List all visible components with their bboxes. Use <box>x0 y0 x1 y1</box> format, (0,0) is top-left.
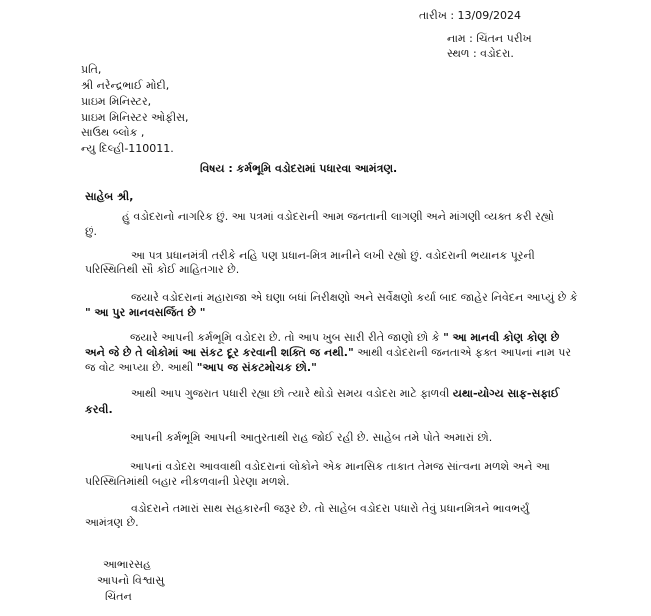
paragraph-5-bold: યથા-યોગ્ય સાફ-સફાઈ <box>452 387 560 400</box>
recipient-block: સાઉથ બ્લોક , <box>81 126 145 139</box>
paragraph-4-line-2 <box>85 346 571 360</box>
recipient-office: પ્રાઇમ મિનિસ્ટર ઓફીસ, <box>81 111 189 124</box>
recipient-title: પ્રાઇમ મિનિસ્ટર, <box>81 95 152 108</box>
closing-yours: આપનો વિશ્વાસુ <box>97 574 165 587</box>
salutation: સાહેબ શ્રી, <box>85 190 134 203</box>
paragraph-1-line-1: હું વડોદરાનો નાગરિક છું. આ પત્રમાં વડોદરાની આમ જનતાની લાગણી અને માંગણી વ્યક્ત કરી રહ્યો <box>122 210 554 223</box>
paragraph-8-line-1: વડોદરાને તમારાં સાથ સહકારની જરૂર છે. તો સાહેબ વડોદરા પધારો તેવું પ્રધાનમિત્રને ભાવભર્યું <box>131 502 530 515</box>
paragraph-4-bold-b: અને જે છે તે લોકોમાં આ સંકટ દૂર કરવાની શક્તિ જ નથી." <box>85 346 354 359</box>
maharaja-quote: " આ પુર માનવસર્જિત છે " <box>85 306 206 319</box>
closing-thanks: આભારસહ <box>103 558 151 571</box>
paragraph-7-line-1: આપનાં વડોદરા આવવાથી વડોદરાનાં લોકોને એક માનસિક તાકાત તેમજ સાંત્વના મળશે અને આ <box>130 460 550 473</box>
paragraph-5-text-a: આથી આપ ગુજરાત પધારી રહ્યા છો ત્યારે થોડો સમય વડોદરા માટે ફાળવી <box>131 387 453 400</box>
recipient-name: શ્રી નરેન્દ્રભાઈ મોદી, <box>81 79 170 92</box>
subject-line: વિષય : કર્મભૂમિ વડોદરામાં પધારવા આમંત્રણ. <box>200 162 398 175</box>
recipient-prati: પ્રતિ, <box>81 63 102 76</box>
paragraph-5-line-2: કરવી. <box>85 403 113 416</box>
sender-name: નામ : ચિંતન પરીખ <box>447 32 532 45</box>
paragraph-3-line-1: જયારે વડોદરાનાં મહારાજા એ ઘણા બધાં નિરીક્ષણો અને સર્વેક્ષણો કર્યા બાદ જાહેર નિવેદન આપ્યું છે કે <box>131 291 578 304</box>
paragraph-4-text-c: જ વોટ આપ્યા છે. આથી <box>85 361 197 374</box>
sender-place: સ્થળ : વડોદરા. <box>447 47 514 60</box>
paragraph-4-line-3 <box>85 361 317 375</box>
paragraph-4-text-a: જયારે આપની કર્મભૂમિ વડોદરા છે. તો આપ ખુબ સારી રીતે જાણો છો કે <box>130 331 440 344</box>
recipient-city: ન્યુ દિલ્હી-110011. <box>81 142 174 155</box>
paragraph-7-line-2: પરિસ્થિતિમાંથી બહાર નીકળવાની પ્રેરણા મળશે. <box>85 475 290 488</box>
paragraph-4-text-b: આથી વડોદરાની જનતાએ ફક્ત આપનાં નામ પર <box>353 346 572 359</box>
paragraph-8-line-2: આમંત્રણ છે. <box>85 516 139 529</box>
paragraph-1-line-2: છું. <box>85 225 97 238</box>
signature-name: ચિંતન <box>105 590 132 603</box>
paragraph-5-line-1 <box>131 387 559 401</box>
paragraph-4-line-1 <box>130 331 559 345</box>
paragraph-4-bold-a: " આ માનવી કોણ કોણ છે <box>443 331 560 344</box>
paragraph-6: આપની કર્મભૂમિ આપની આતુરતાથી રાહ જોઈ રહી છે. સાહેબ તમે પોતે અમારાં છો. <box>130 431 493 444</box>
sankatmochak-quote: "આપ જ સંકટમોચક છો." <box>196 361 317 374</box>
paragraph-2-line-2: પરિસ્થિતિથી સૌ કોઈ માહિતગાર છે. <box>85 263 240 276</box>
paragraph-2-line-1: આ પત્ર પ્રધાનમંત્રી તરીકે નહિ પણ પ્રધાન-મિત્ર માનીને લખી રહ્યો છું. વડોદરાની ભયાનક પૂરની <box>131 249 535 262</box>
letter-date: તારીખ : 13/09/2024 <box>419 9 521 22</box>
